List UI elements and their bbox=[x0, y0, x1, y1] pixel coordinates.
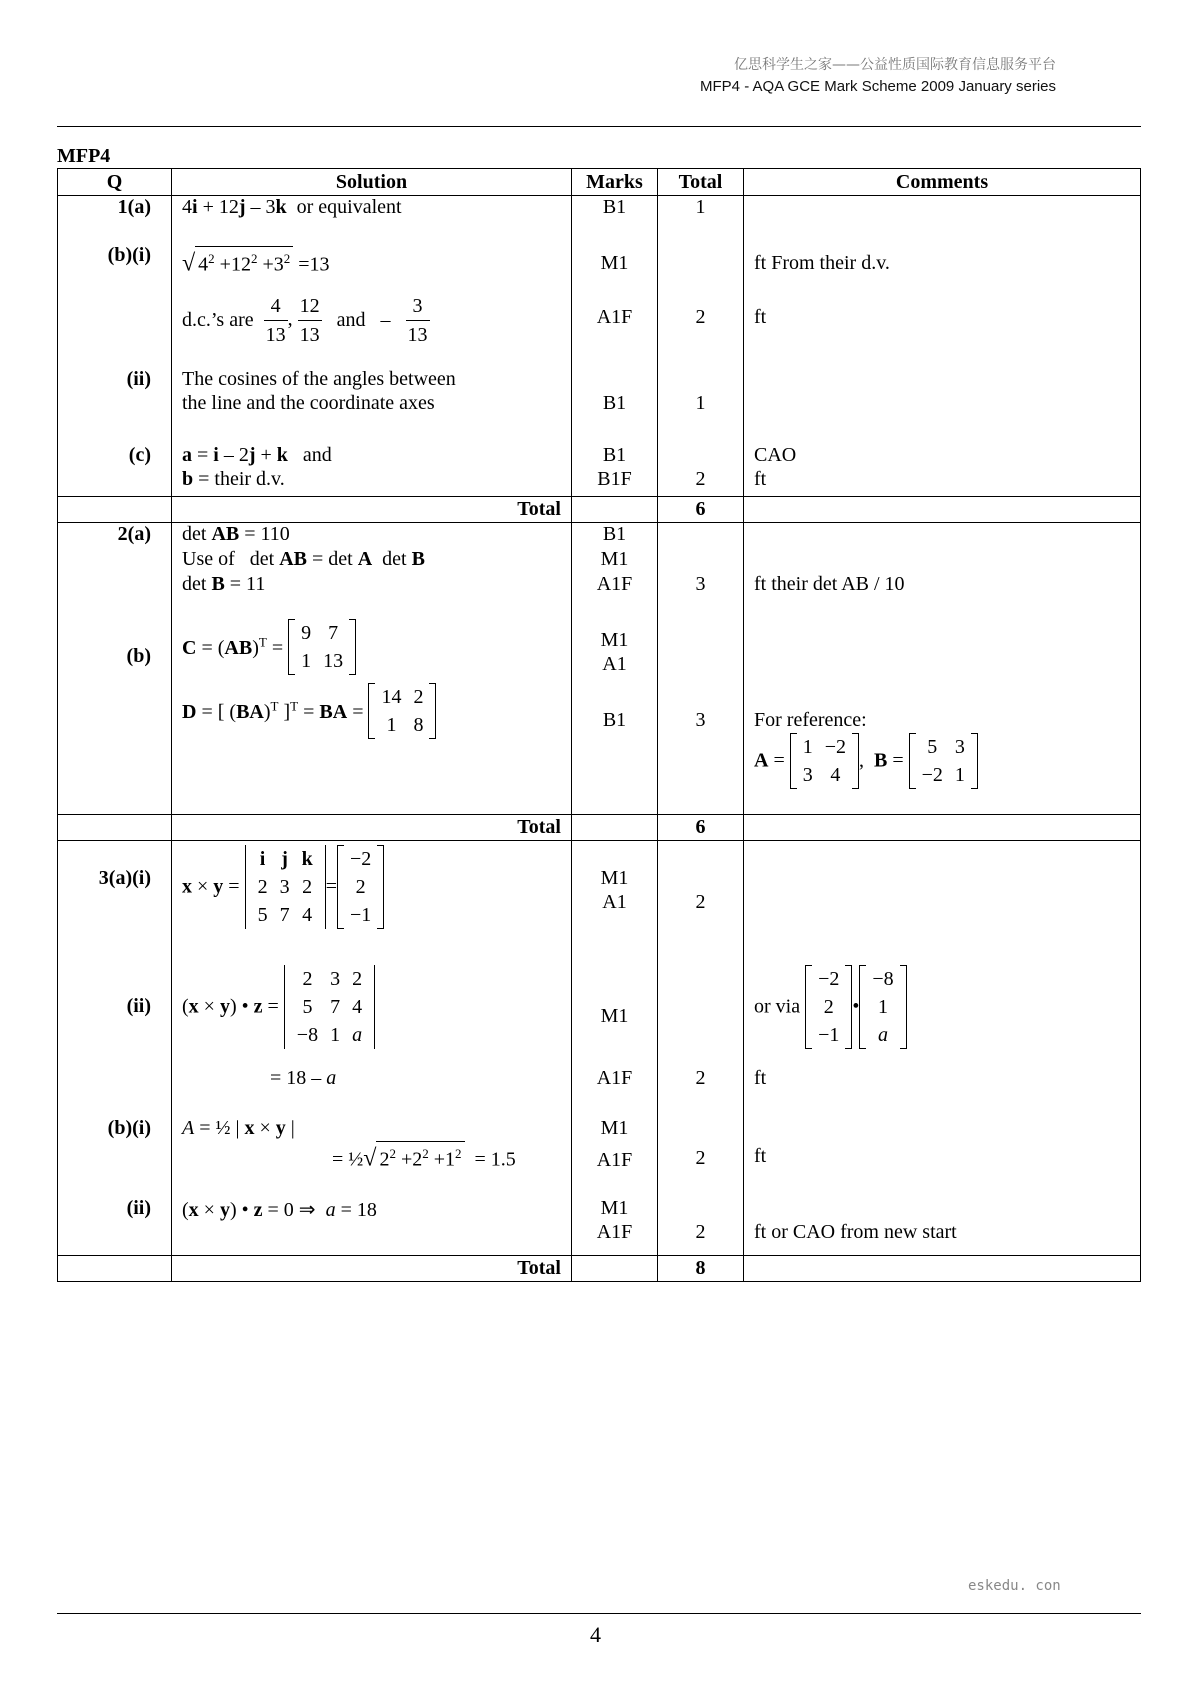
q1-total-value: 6 bbox=[658, 497, 744, 523]
q3aii-comment2: ft bbox=[754, 1067, 767, 1089]
q3bi-mark1: M1 bbox=[600, 1117, 629, 1139]
determinant-xyz: 2 3 2 5 7 4 −8 1 a bbox=[284, 965, 375, 1049]
fraction-3-13: $\frac{3}{13}$ bbox=[406, 292, 430, 349]
q2b-mark2: A1 bbox=[602, 653, 627, 675]
q1-totals bbox=[658, 196, 744, 497]
q1bi-solution: √ $4^2 +12^2 +3^2 =13$ bbox=[182, 246, 330, 278]
q1bi-result: =13 bbox=[298, 253, 330, 276]
q2-total-row bbox=[58, 815, 1141, 841]
paper-code: MFP4 bbox=[57, 145, 111, 167]
q2a-total: 3 bbox=[695, 573, 706, 595]
q3bii-res: = 18 bbox=[340, 1199, 377, 1221]
q3bi-total: 2 bbox=[695, 1147, 706, 1169]
col-solution: Solution bbox=[172, 169, 572, 196]
fraction-4-13: $\frac{4}{13}$ bbox=[264, 292, 288, 349]
q2a-line1: det AB = 110 bbox=[182, 523, 290, 545]
q2b-mark3: B1 bbox=[602, 709, 627, 731]
q1a-solution: 4i + 12j – 3k or equivalent bbox=[182, 196, 402, 218]
q2a-l3: = 11 bbox=[229, 573, 266, 595]
q2-total-value: 6 bbox=[658, 815, 744, 841]
q3ai-mark1: M1 bbox=[600, 867, 629, 889]
q2-labels bbox=[58, 523, 172, 815]
q3bi-l2a: = ½ bbox=[332, 1148, 364, 1171]
q2b-mark1: M1 bbox=[600, 629, 629, 651]
q1c-and: and bbox=[302, 444, 332, 466]
q3aii-mark1: M1 bbox=[600, 1005, 629, 1027]
q1-marks bbox=[572, 196, 658, 497]
matrix-C: 9 7 1 13 bbox=[288, 619, 356, 675]
q1c-mark1: B1 bbox=[602, 444, 627, 466]
q1bi-comment2: ft bbox=[754, 306, 767, 328]
q1bi-comment1: ft From their d.v. bbox=[754, 252, 890, 274]
q3-total-label: Total bbox=[172, 1256, 572, 1282]
q2a-mark2: M1 bbox=[600, 548, 629, 570]
q3bii-label: (ii) bbox=[126, 1197, 151, 1219]
q3-total-row bbox=[58, 1256, 1141, 1282]
q3bi-radicand: $2^2 +2^2 +1^2$ bbox=[376, 1141, 464, 1172]
q2-total-label: Total bbox=[172, 815, 572, 841]
q3aii-res-text: = 18 – bbox=[270, 1067, 322, 1089]
q2-solution bbox=[172, 523, 572, 815]
mark-scheme-table bbox=[57, 168, 1141, 1282]
col-marks: Marks bbox=[572, 169, 658, 196]
q1a-label: 1(a) bbox=[117, 196, 151, 218]
q1-total-label: Total bbox=[172, 497, 572, 523]
vector-xy-comment: −2 2 −1 bbox=[805, 965, 852, 1049]
page-number: 4 bbox=[590, 1622, 601, 1647]
site-header: 亿思科学生之家——公益性质国际教育信息服务平台 bbox=[734, 57, 1056, 73]
q2a-l1: = 110 bbox=[244, 523, 290, 545]
q3aii-orvia: or via bbox=[754, 995, 801, 1018]
question-3-row bbox=[58, 841, 1141, 1256]
q1ii-label: (ii) bbox=[126, 368, 151, 390]
q3-labels bbox=[58, 841, 172, 1256]
q3-marks bbox=[572, 841, 658, 1256]
col-q: Q bbox=[58, 169, 172, 196]
q2b-label: (b) bbox=[126, 645, 151, 667]
q2b-D: D = [ (BA)$^T$ ]$^T$ = BA = 14 2 1 8 bbox=[182, 683, 436, 739]
q1a-total: 1 bbox=[695, 196, 706, 218]
q1-labels bbox=[58, 196, 172, 497]
q1c-line1: a = i – 2j + k and bbox=[182, 444, 332, 466]
matrix-D: 14 2 1 8 bbox=[368, 683, 436, 739]
q1ii-line1: The cosines of the angles between bbox=[182, 368, 456, 390]
q3ai-label: 3(a)(i) bbox=[98, 867, 151, 889]
q2-comments bbox=[744, 523, 1141, 815]
q1bi-total: 2 bbox=[695, 306, 706, 328]
top-rule bbox=[57, 126, 1141, 127]
q1bi-radicand: $4^2 +12^2 +3^2$ bbox=[195, 246, 293, 277]
q2b-reference-matrices: A = 1 −2 3 4 , B = 5 3 −2 1 bbox=[754, 733, 978, 789]
q1bi-mark2: A1F bbox=[596, 306, 633, 328]
q3ai-cross-product: x × y = i j k 2 3 2 5 7 4 = −2 2 −1 bbox=[182, 845, 384, 929]
q2a-l2: Use of bbox=[182, 548, 235, 570]
q3ai-total: 2 bbox=[695, 891, 706, 913]
header-row bbox=[58, 169, 1141, 196]
q1c-their: = their d.v. bbox=[198, 468, 285, 490]
q3-total-value: 8 bbox=[658, 1256, 744, 1282]
q1c-comment2: ft bbox=[754, 468, 767, 490]
q3-solution bbox=[172, 841, 572, 1256]
q2b-reference-label: For reference: bbox=[754, 709, 867, 731]
q1-total-row bbox=[58, 497, 1141, 523]
q3bii-total: 2 bbox=[695, 1221, 706, 1243]
q3ai-mark2: A1 bbox=[602, 891, 627, 913]
vector-xy: −2 2 −1 bbox=[337, 845, 384, 929]
vector-z-comment: −8 1 a bbox=[859, 965, 906, 1049]
question-1-row bbox=[58, 196, 1141, 497]
q3aii-total: 2 bbox=[695, 1067, 706, 1089]
q3aii-mark2: A1F bbox=[596, 1067, 633, 1089]
q3bi-line2: = ½√ $2^2 +2^2 +1^2 = 1.5$ bbox=[332, 1141, 516, 1173]
q1ii-mark: B1 bbox=[602, 392, 627, 414]
q3bi-comment: ft bbox=[754, 1145, 767, 1167]
q1bi-dc-label: d.c.’s are bbox=[182, 309, 254, 331]
q1c-line2: b = their d.v. bbox=[182, 468, 285, 490]
q1c-label: (c) bbox=[128, 444, 151, 466]
q1c-total: 2 bbox=[695, 468, 706, 490]
q1c-comment1: CAO bbox=[754, 444, 797, 466]
q2a-line2: Use of det AB = det A det B bbox=[182, 548, 425, 570]
q3bii-mark1: M1 bbox=[600, 1197, 629, 1219]
q2a-comment: ft their det AB / 10 bbox=[754, 573, 905, 595]
q3bi-mark2: A1F bbox=[596, 1149, 633, 1171]
col-total: Total bbox=[658, 169, 744, 196]
q1-comments bbox=[744, 196, 1141, 497]
matrix-B: 5 3 −2 1 bbox=[909, 733, 978, 789]
q1c-mark2: B1F bbox=[597, 468, 632, 490]
q2a-mark3: A1F bbox=[596, 573, 633, 595]
q3-comments bbox=[744, 841, 1141, 1256]
q2-marks bbox=[572, 523, 658, 815]
q2a-label: 2(a) bbox=[117, 523, 151, 545]
q3bi-label: (b)(i) bbox=[107, 1117, 151, 1139]
q3bi-l2b: = 1.5 bbox=[474, 1148, 516, 1171]
matrix-A: 1 −2 3 4 bbox=[790, 733, 859, 789]
bottom-rule bbox=[57, 1613, 1141, 1614]
q1bi-and: and bbox=[336, 309, 366, 331]
q3aii-triple-product: (x × y) • z = 2 3 2 5 7 4 −8 1 a bbox=[182, 965, 375, 1049]
q3aii-result: = 18 – a bbox=[270, 1067, 337, 1089]
q1bi-label: (b)(i) bbox=[107, 244, 151, 266]
q1-solution bbox=[172, 196, 572, 497]
q1ii-total: 1 bbox=[695, 392, 706, 414]
q3bii-line: (x × y) • z = 0 ⇒ a = 18 bbox=[182, 1199, 377, 1221]
q3bi-l1: = ½ | bbox=[199, 1117, 245, 1139]
q3bi-line1: A = ½ | x × y | bbox=[182, 1117, 295, 1139]
q1bi-dc: d.c.’s are $\frac{4}{13}$ , $\frac{12}{13}$ and – $\frac{3}{13}$ bbox=[182, 292, 430, 349]
q1a-note: or equivalent bbox=[296, 196, 402, 218]
q3bii-eq: = 0 ⇒ bbox=[267, 1199, 316, 1221]
q2a-line3: det B = 11 bbox=[182, 573, 266, 595]
determinant-xy: i j k 2 3 2 5 7 4 bbox=[245, 845, 326, 929]
q3aii-comment1: or via −2 2 −1 • −8 1 a bbox=[754, 965, 907, 1049]
q3aii-label: (ii) bbox=[126, 995, 151, 1017]
question-2-row bbox=[58, 523, 1141, 815]
q1a-mark: B1 bbox=[602, 196, 627, 218]
series-header: MFP4 - AQA GCE Mark Scheme 2009 January series bbox=[700, 78, 1056, 95]
q1bi-mark1: M1 bbox=[600, 252, 629, 274]
q2b-total: 3 bbox=[695, 709, 706, 731]
q2a-mark1: B1 bbox=[602, 523, 627, 545]
q2b-C: C = (AB)$^T$ = 9 7 1 13 bbox=[182, 619, 356, 675]
watermark: eskedu. con bbox=[968, 1578, 1061, 1594]
q3bii-comment: ft or CAO from new start bbox=[754, 1221, 957, 1243]
q3-totals bbox=[658, 841, 744, 1256]
q1ii-line2: the line and the coordinate axes bbox=[182, 392, 435, 414]
q3bii-mark2: A1F bbox=[596, 1221, 633, 1243]
fraction-12-13: $\frac{12}{13}$ bbox=[298, 292, 322, 349]
q2-totals bbox=[658, 523, 744, 815]
col-comments: Comments bbox=[744, 169, 1141, 196]
